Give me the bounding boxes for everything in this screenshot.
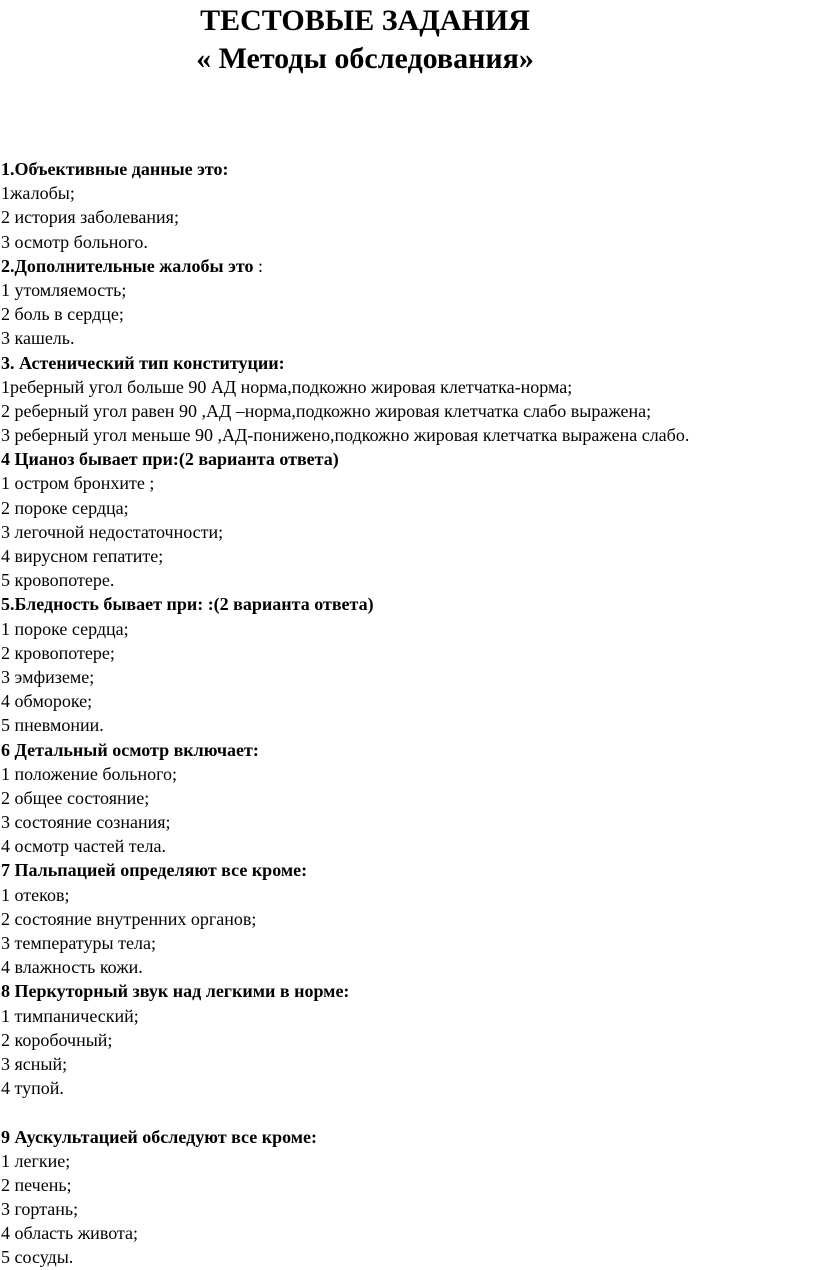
- answer-option: 2 коробочный;: [1, 1029, 113, 1050]
- answer-option: 4 осмотр частей тела.: [1, 836, 167, 857]
- blank-line: [0, 1100, 816, 1124]
- answer-option: 4 обмороке;: [1, 691, 93, 712]
- answer-option: 3 состояние сознания;: [1, 812, 171, 833]
- answer-option: 1реберный угол больше 90 АД норма,подкожно жировая клетчатка-норма;: [1, 376, 573, 397]
- answer-option: 4 область живота;: [1, 1223, 139, 1244]
- question-2: [0, 254, 816, 351]
- question-text: 7 Пальпацией определяют все кроме:: [1, 860, 308, 881]
- answer-option: 2 состояние внутренних органов;: [1, 908, 257, 929]
- answer-option: 2 реберный угол равен 90 ,АД –норма,подкожно жировая клетчатка слабо выражена;: [1, 400, 652, 421]
- answer-option: 2 история заболевания;: [1, 207, 179, 228]
- question-5: [0, 592, 816, 737]
- answer-option: 5 сосуды.: [1, 1247, 74, 1268]
- question-3: [0, 351, 816, 448]
- question-text: 1.Объективные данные это:: [1, 159, 229, 179]
- answer-option: 1 утомляемость;: [1, 279, 127, 300]
- answer-option: 3 осмотр больного.: [1, 231, 148, 252]
- answer-option: 1 остром бронхите ;: [1, 473, 155, 494]
- answer-option: 4 влажность кожи.: [1, 957, 143, 978]
- answer-option: 1 тимпанический;: [1, 1005, 139, 1026]
- test-questions: [0, 157, 816, 1270]
- answer-option: 2 печень;: [1, 1174, 72, 1195]
- answer-option: 3 ясный;: [1, 1053, 68, 1074]
- question-4: [0, 447, 816, 592]
- document-subtitle: « Методы обследования»: [196, 42, 534, 75]
- answer-option: 1 легкие;: [1, 1150, 71, 1171]
- answer-option: 1 положение больного;: [1, 763, 178, 784]
- answer-option: 4 вирусном гепатите;: [1, 546, 164, 566]
- answer-option: 2 кровопотере;: [1, 642, 115, 663]
- answer-option: 4 тупой.: [1, 1078, 64, 1099]
- document-title: ТЕСТОВЫЕ ЗАДАНИЯ: [200, 4, 530, 37]
- answer-option: 5 пневмонии.: [1, 715, 104, 736]
- answer-option: 1жалобы;: [1, 183, 75, 204]
- question-text: 8 Перкуторный звук над легкими в норме:: [1, 981, 350, 1002]
- question-text: 6 Детальный осмотр включает:: [1, 739, 259, 760]
- answer-option: 3 эмфиземе;: [1, 666, 95, 687]
- answer-option: 3 реберный угол меньше 90 ,АД-понижено,подкожно жировая клетчатка выражена слабо.: [1, 425, 690, 446]
- answer-option: 2 общее состояние;: [1, 787, 150, 808]
- question-text: [0, 254, 816, 278]
- question-label: 2.Дополнительные жалобы это: [1, 255, 254, 276]
- answer-option: 3 температуры тела;: [1, 933, 156, 953]
- question-7: [0, 858, 816, 979]
- question-8: [0, 979, 816, 1100]
- question-1: [0, 157, 816, 254]
- question-text: 3. Астенический тип конституции:: [1, 352, 285, 373]
- question-suffix: :: [253, 255, 263, 276]
- answer-option: 3 гортань;: [1, 1199, 79, 1220]
- answer-option: 2 боль в сердце;: [1, 304, 124, 325]
- question-text: 9 Аускультацией обследуют все кроме:: [1, 1126, 318, 1147]
- answer-option: 5 кровопотере.: [1, 570, 115, 591]
- answer-option: 3 кашель.: [1, 328, 75, 349]
- question-text: 5.Бледность бывает при: :(2 варианта ответа): [1, 594, 374, 615]
- answer-option: 3 легочной недостаточности;: [1, 521, 224, 542]
- question-text: 4 Цианоз бывает при:(2 варианта ответа): [1, 449, 339, 470]
- question-9: [0, 1125, 816, 1270]
- answer-option: 2 пороке сердца;: [1, 497, 129, 518]
- question-6: [0, 738, 816, 859]
- answer-option: 1 пороке сердца;: [1, 618, 129, 639]
- answer-option: 1 отеков;: [1, 884, 70, 905]
